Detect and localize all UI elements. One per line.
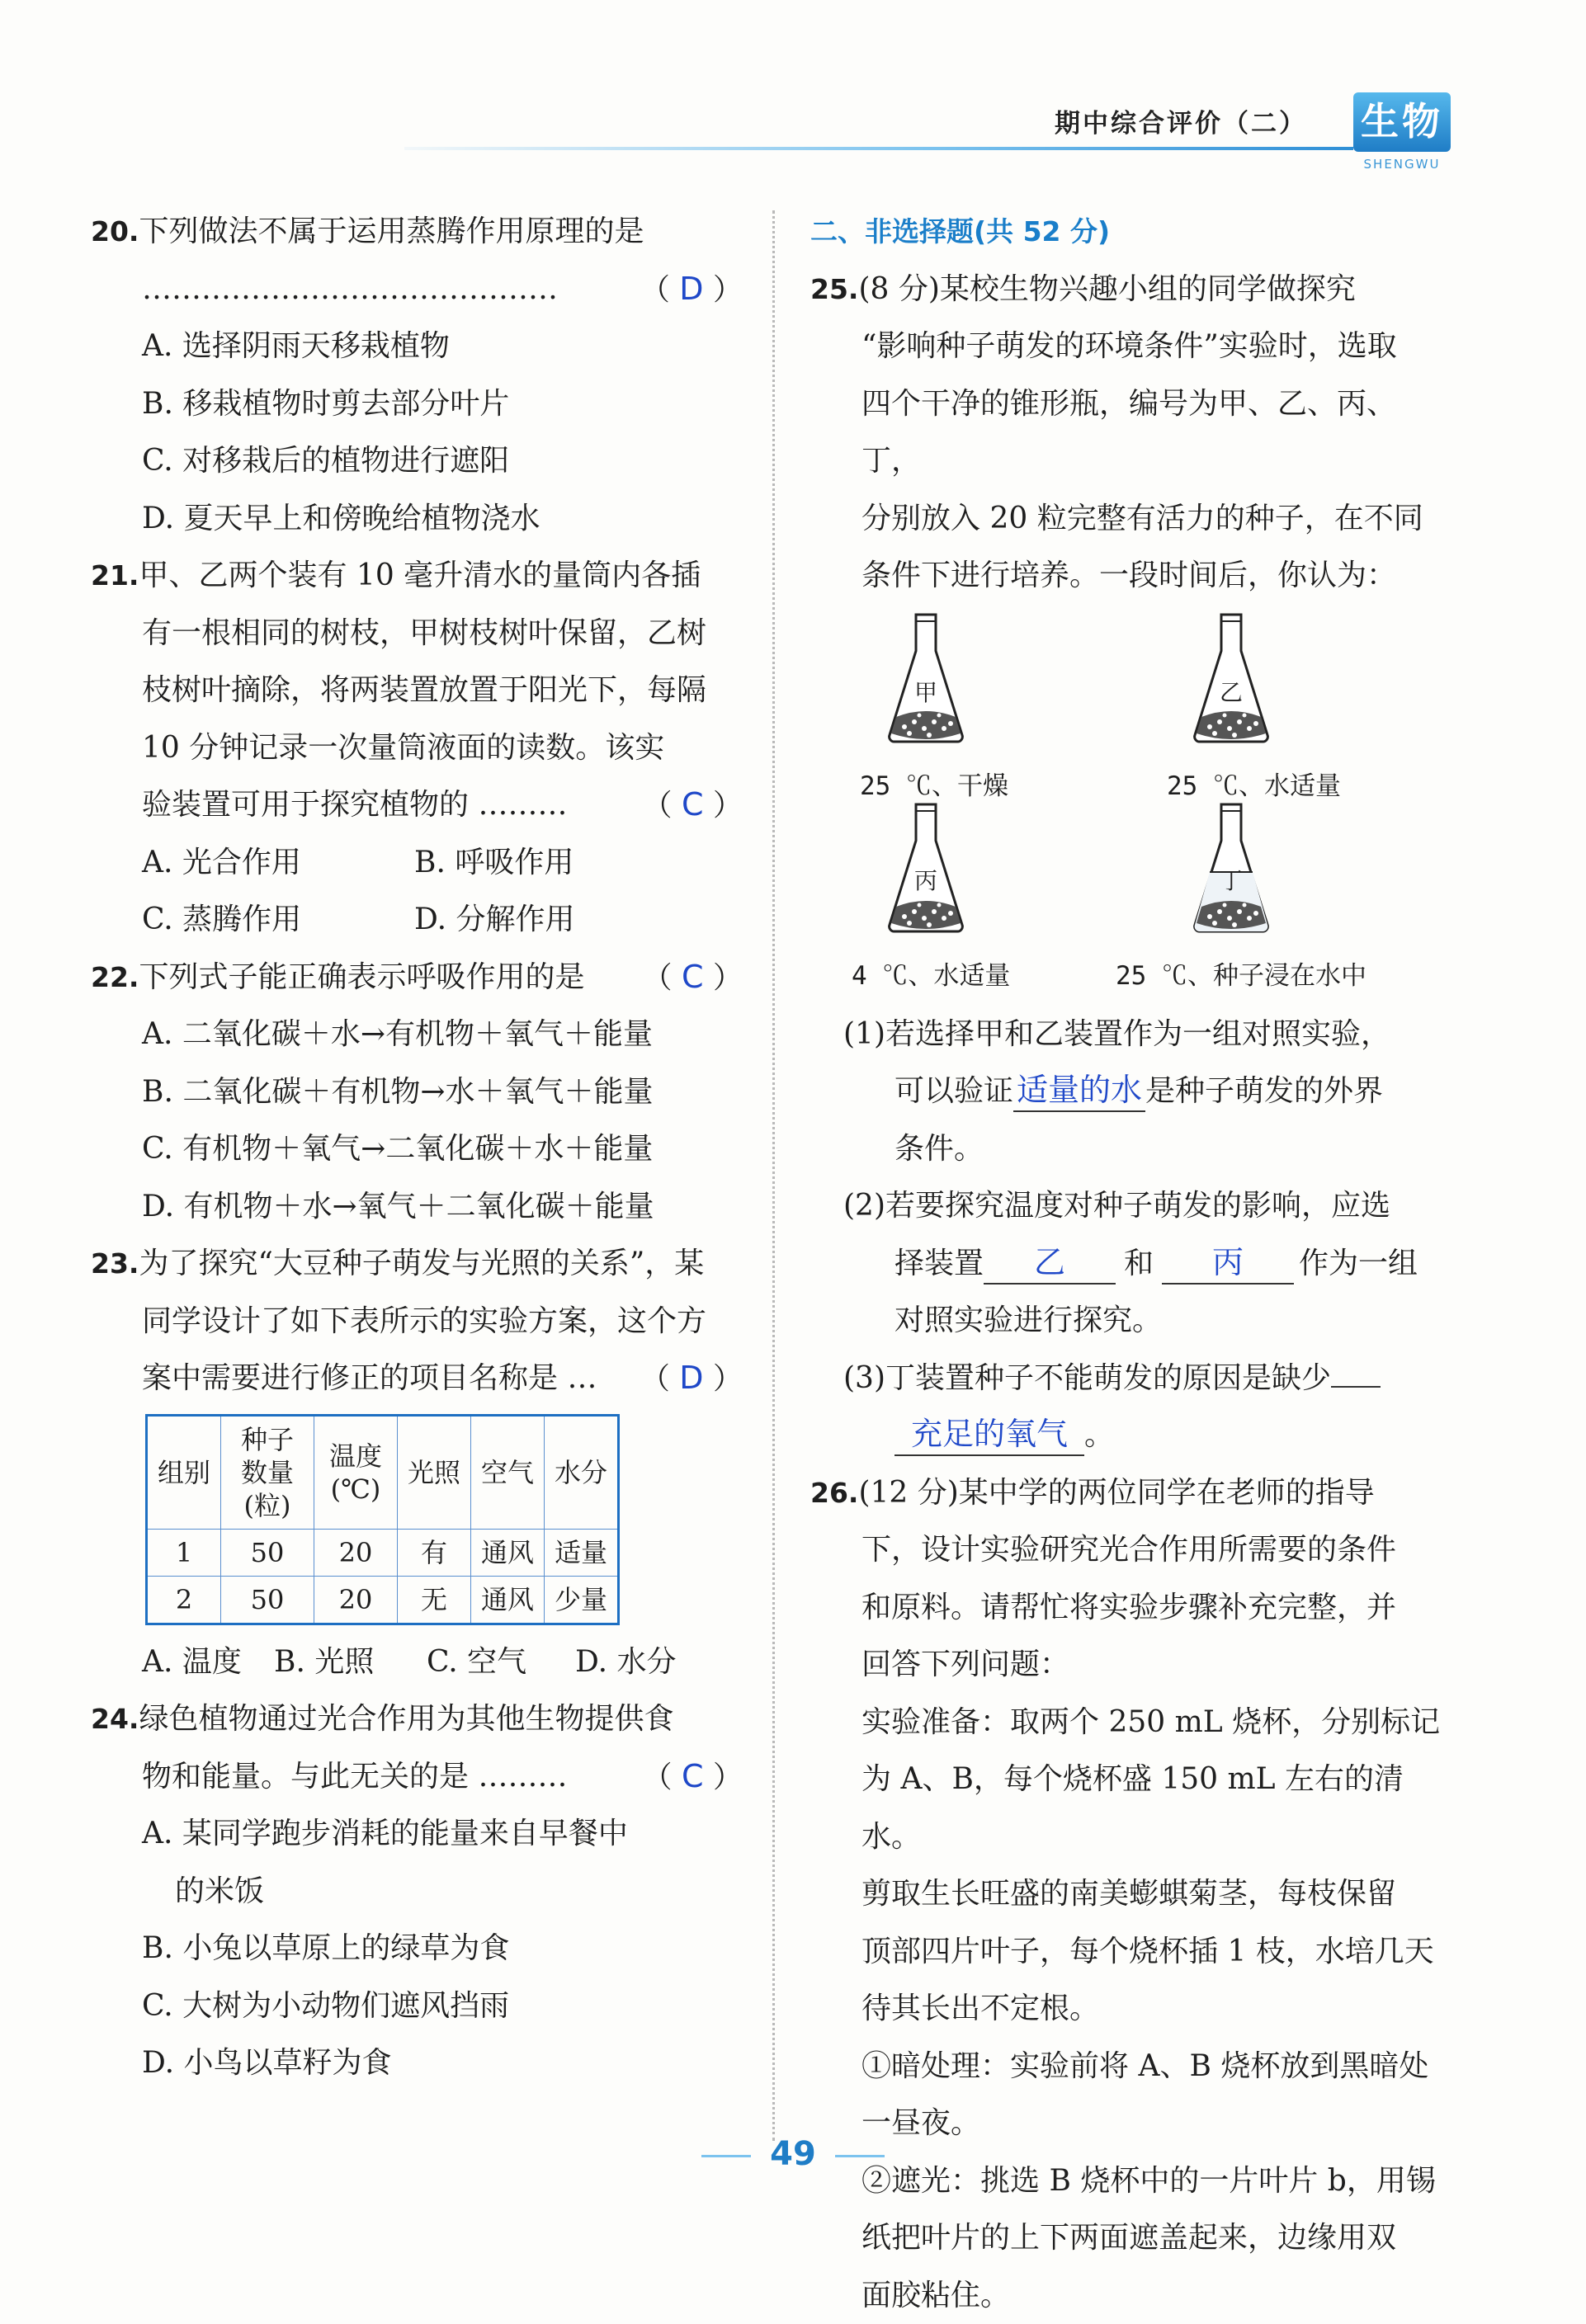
question-24 bbox=[91, 1690, 743, 2092]
question-stem-line: (8 分)某校生物兴趣小组的同学做探究 bbox=[858, 272, 1355, 306]
flask-figure bbox=[810, 613, 1454, 1001]
table-header: 组别 bbox=[147, 1415, 221, 1529]
option: B. 移栽植物时剪去部分叶片 bbox=[91, 375, 743, 433]
table-header: 温度(℃) bbox=[314, 1415, 398, 1529]
question-20 bbox=[91, 203, 743, 547]
table-row bbox=[147, 1529, 619, 1576]
question-stem-line: 回答下列问题： bbox=[810, 1636, 1454, 1694]
sub-text: 和 bbox=[1124, 1247, 1154, 1280]
question-number: 25. bbox=[810, 273, 858, 305]
option: D. 水分 bbox=[575, 1645, 676, 1679]
flask-condition: 25 ℃、水适量 bbox=[1167, 758, 1341, 816]
answer-bracket: （ D ） bbox=[640, 261, 743, 319]
page-header bbox=[0, 0, 1586, 165]
sub-text: 对照实验进行探究。 bbox=[810, 1292, 1454, 1350]
paragraph-line: 一昼夜。 bbox=[810, 2095, 1454, 2152]
option: C. 空气 bbox=[427, 1633, 575, 1691]
question-23 bbox=[91, 1235, 743, 1690]
paragraph-line: 实验准备：取两个 250 mL 烧杯，分别标记 bbox=[810, 1694, 1454, 1751]
table-cell: 少量 bbox=[545, 1576, 619, 1624]
subject-badge: 生物 bbox=[1353, 92, 1451, 152]
sub-text: 作为一组 bbox=[1299, 1247, 1418, 1280]
paragraph-line: 纸把叶片的上下两面遮盖起来，边缘用双 bbox=[810, 2209, 1454, 2267]
table-cell: 2 bbox=[147, 1576, 221, 1624]
option: B. 呼吸作用 bbox=[414, 846, 574, 879]
experiment-table bbox=[145, 1414, 620, 1625]
paragraph-line: 剪取生长旺盛的南美蟛蜞菊茎，每枝保留 bbox=[810, 1865, 1454, 1923]
table-header: 水分 bbox=[545, 1415, 619, 1529]
question-22 bbox=[91, 949, 743, 1236]
flask-condition: 4 ℃、水适量 bbox=[852, 948, 1010, 1006]
answer-blank: 充足的氧气 bbox=[894, 1413, 1084, 1456]
option: C. 有机物＋氧气→二氧化碳＋水＋能量 bbox=[91, 1120, 743, 1178]
option: A. 温度 bbox=[142, 1633, 274, 1691]
table-cell: 无 bbox=[398, 1576, 471, 1624]
table-cell: 20 bbox=[314, 1576, 398, 1624]
option: C. 蒸腾作用 bbox=[142, 891, 414, 949]
table-cell: 通风 bbox=[471, 1529, 545, 1576]
dot-leader: …………………………………… bbox=[142, 272, 558, 306]
header-title: 期中综合评价（二） bbox=[1055, 102, 1307, 139]
table-cell: 50 bbox=[221, 1576, 314, 1624]
answer-blank: 适量的水 bbox=[1013, 1069, 1145, 1112]
sub-question-2: (2)若要探究温度对种子萌发的影响，应选 bbox=[810, 1177, 1454, 1235]
answer-blank: 乙 bbox=[984, 1242, 1116, 1285]
option: A. 二氧化碳＋水→有机物＋氧气＋能量 bbox=[91, 1006, 743, 1063]
question-stem-line: 验装置可用于探究植物的 ……… bbox=[142, 788, 567, 822]
paragraph-line: 为 A、B，每个烧杯盛 150 mL 左右的清水。 bbox=[810, 1751, 1454, 1865]
table-cell: 50 bbox=[221, 1529, 314, 1576]
option: D. 分解作用 bbox=[414, 903, 574, 936]
option: A. 选择阴雨天移栽植物 bbox=[91, 318, 743, 375]
question-stem-line: 下，设计实验研究光合作用所需要的条件 bbox=[810, 1521, 1454, 1579]
table-cell: 20 bbox=[314, 1529, 398, 1576]
answer-blank-lead bbox=[1331, 1386, 1381, 1388]
question-stem-line: 分别放入 20 粒完整有活力的种子，在不同 bbox=[810, 490, 1454, 548]
option: D. 夏天早上和傍晚给植物浇水 bbox=[91, 490, 743, 548]
table-cell: 有 bbox=[398, 1529, 471, 1576]
flask-condition: 25 ℃、种子浸在水中 bbox=[1116, 948, 1367, 1006]
answer-bracket: （ D ） bbox=[640, 1350, 743, 1408]
flask-name: 丙 bbox=[914, 852, 937, 910]
question-26 bbox=[810, 1464, 1454, 2324]
question-stem-line: 有一根相同的树枝，甲树枝树叶保留，乙树 bbox=[91, 605, 743, 662]
left-column bbox=[91, 203, 743, 2092]
question-stem-line: 10 分钟记录一次量筒液面的读数。该实 bbox=[91, 719, 743, 777]
question-stem-line: (12 分)某中学的两位同学在老师的指导 bbox=[858, 1476, 1374, 1510]
table-header: 空气 bbox=[471, 1415, 545, 1529]
option: C. 对移栽后的植物进行遮阳 bbox=[91, 432, 743, 490]
sub-text: 择装置 bbox=[894, 1247, 984, 1280]
section-title: 二、非选择题(共 52 分) bbox=[810, 203, 1454, 261]
question-stem-line: 枝树叶摘除，将两装置放置于阳光下，每隔 bbox=[91, 662, 743, 719]
sub-text: 条件。 bbox=[810, 1120, 1454, 1178]
sub-question-1: (1)若选择甲和乙装置作为一组对照实验， bbox=[810, 1006, 1454, 1063]
column-divider bbox=[772, 210, 775, 2141]
question-number: 20. bbox=[91, 215, 139, 247]
table-header: 光照 bbox=[398, 1415, 471, 1529]
answer-text: C bbox=[682, 1758, 704, 1794]
option: D. 小鸟以草籽为食 bbox=[91, 2034, 743, 2092]
question-21 bbox=[91, 547, 743, 949]
page-number-rule bbox=[835, 2155, 885, 2157]
answer-bracket: （ C ） bbox=[643, 776, 743, 835]
option: C. 大树为小动物们遮风挡雨 bbox=[91, 1978, 743, 2035]
question-stem: 下列式子能正确表示呼吸作用的是 bbox=[139, 960, 584, 994]
question-25 bbox=[810, 261, 1454, 1464]
question-stem-line: 和原料。请帮忙将实验步骤补充完整，并 bbox=[810, 1579, 1454, 1637]
question-number: 26. bbox=[810, 1477, 858, 1509]
question-stem-line: 甲、乙两个装有 10 毫升清水的量筒内各插 bbox=[139, 559, 701, 592]
question-number: 21. bbox=[91, 559, 139, 592]
answer-text: D bbox=[679, 271, 703, 307]
question-stem-line: 物和能量。与此无关的是 ……… bbox=[142, 1760, 567, 1794]
option: A. 某同学跑步消耗的能量来自早餐中的米饭 bbox=[91, 1805, 744, 1920]
question-number: 24. bbox=[91, 1703, 139, 1735]
question-stem-line: 条件下进行培养。一段时间后，你认为： bbox=[810, 547, 1454, 605]
answer-bracket: （ C ） bbox=[694, 949, 743, 1007]
option: D. 有机物＋水→氧气＋二氧化碳＋能量 bbox=[91, 1178, 743, 1236]
paragraph-line: 顶部四片叶子，每个烧杯插 1 枝，水培几天 bbox=[810, 1923, 1454, 1981]
right-column bbox=[810, 203, 1454, 2324]
question-number: 22. bbox=[91, 961, 139, 993]
question-stem-line: 案中需要进行修正的项目名称是 … bbox=[142, 1361, 597, 1395]
flask-name: 乙 bbox=[1220, 664, 1243, 722]
sub-text: 。 bbox=[1084, 1418, 1114, 1452]
option: B. 光照 bbox=[274, 1633, 427, 1691]
question-stem: 下列做法不属于运用蒸腾作用原理的是 bbox=[139, 214, 644, 248]
sub-text: 是种子萌发的外界 bbox=[1145, 1074, 1383, 1108]
sub-text: 可以验证 bbox=[894, 1074, 1013, 1108]
paragraph-line: 面胶粘住。 bbox=[810, 2267, 1454, 2324]
question-number: 23. bbox=[91, 1247, 139, 1280]
question-stem-line: 同学设计了如下表所示的实验方案，这个方 bbox=[91, 1293, 743, 1351]
answer-text: C bbox=[682, 786, 704, 823]
sub-question-3: (3)丁装置种子不能萌发的原因是缺少 bbox=[843, 1361, 1331, 1395]
option: B. 小兔以草原上的绿草为食 bbox=[91, 1920, 743, 1978]
answer-bracket: （ C ） bbox=[643, 1748, 743, 1807]
table-cell: 适量 bbox=[545, 1529, 619, 1576]
answer-text: D bbox=[679, 1360, 703, 1396]
flask-name: 甲 bbox=[914, 664, 937, 722]
question-stem-line: 绿色植物通过光合作用为其他生物提供食 bbox=[139, 1702, 673, 1736]
paragraph-line: ②遮光：挑选 B 烧杯中的一片叶片 b，用锡 bbox=[810, 2152, 1454, 2210]
page-number: 49 bbox=[0, 2135, 1586, 2173]
answer-text: C bbox=[682, 959, 704, 995]
question-stem-line: “影响种子萌发的环境条件”实验时，选取 bbox=[810, 318, 1454, 375]
question-stem-line: 四个干净的锥形瓶，编号为甲、乙、丙、丁， bbox=[810, 375, 1454, 490]
flask-condition: 25 ℃、干燥 bbox=[860, 758, 1008, 816]
subject-badge-pinyin: SHENGWU bbox=[1353, 157, 1451, 172]
paragraph-line: 待其长出不定根。 bbox=[810, 1980, 1454, 2038]
flask-name: 丁 bbox=[1220, 852, 1243, 910]
option: B. 二氧化碳＋有机物→水＋氧气＋能量 bbox=[91, 1063, 743, 1121]
answer-blank: 丙 bbox=[1162, 1242, 1294, 1285]
header-rule bbox=[404, 147, 1353, 150]
table-row bbox=[147, 1576, 619, 1624]
table-cell: 通风 bbox=[471, 1576, 545, 1624]
paragraph-line: ①暗处理：实验前将 A、B 烧杯放到黑暗处 bbox=[810, 2038, 1454, 2095]
table-cell: 1 bbox=[147, 1529, 221, 1576]
question-stem-line: 为了探究“大豆种子萌发与光照的关系”，某 bbox=[139, 1247, 704, 1280]
table-header: 种子数量(粒) bbox=[221, 1415, 314, 1529]
option: A. 光合作用 bbox=[142, 834, 414, 892]
